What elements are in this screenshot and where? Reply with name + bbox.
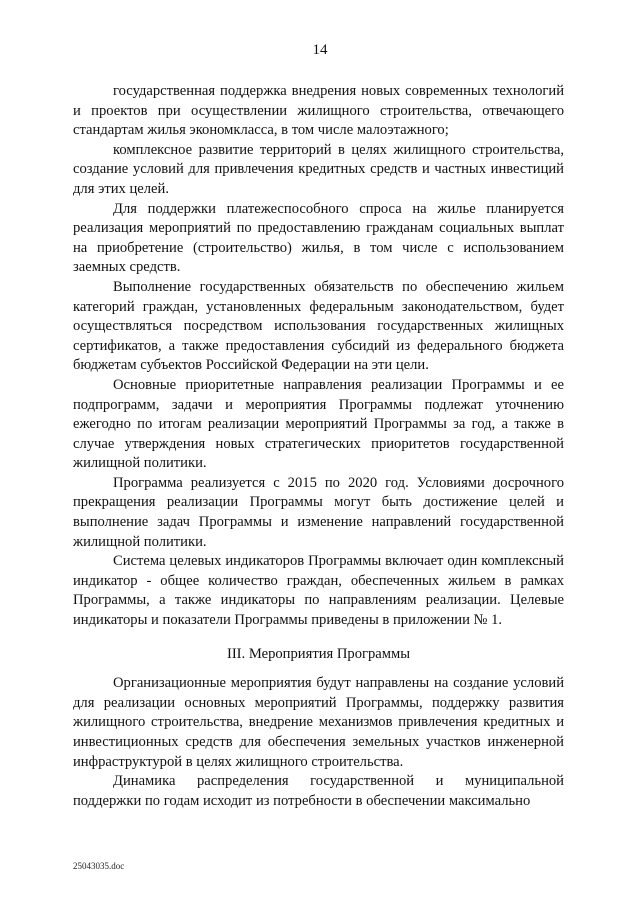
paragraph-7: Система целевых индикаторов Программы включает один комплексный индикатор - общее количество граждан, обеспеченных жильем в рамках Программы, а также индикаторы по направлениям реализации. Целевые индикаторы и показатели Программы приведены в приложении № 1. [73,553,564,629]
footer-filename: 25043035.doc [73,861,125,871]
section-paragraph-1: Организационные мероприятия будут направлены на создание условий для реализации основных мероприятий Программы, поддержку развития жилищного строительства, внедрение механизмов привлечения кредитных и инвестиционных средств для обеспечения земельных участков инженерной инфраструктурой в целях жилищного строительства. [73,675,564,770]
paragraph-1: государственная поддержка внедрения новых современных технологий и проектов при осуществлении жилищного строительства, отвечающего стандартам жилья экономкласса, в том числе малоэтажного; [73,83,564,139]
paragraph-4: Выполнение государственных обязательств по обеспечению жильем категорий граждан, установленных федеральным законодательством, будет осуществляться посредством использования государственных жилищных сертификатов, а также предоставления субсидий из федерального бюджета бюджетам субъектов Российской Федерации на эти цели. [73,278,564,374]
section-paragraph-2: Динамика распределения государственной и муниципальной поддержки по годам исходит из потребности в обеспечении максимально [73,773,564,809]
page-number: 14 [312,42,328,58]
paragraph-6: Программа реализуется с 2015 по 2020 год. Условиями досрочного прекращения реализации Программы могут быть достижение целей и выполнение задач Программы и изменение направлений государственной жилищной политики. [73,474,564,550]
document-body [73,82,564,811]
paragraph-3: Для поддержки платежеспособного спроса на жилье планируется реализация мероприятий по предоставлению гражданам социальных выплат на приобретение (строительство) жилья, в том числе с использованием заемных средств. [73,200,564,276]
section-heading: III. Мероприятия Программы [226,645,411,662]
paragraph-5: Основные приоритетные направления реализации Программы и ее подпрограмм, задачи и мероприятия Программы подлежат уточнению ежегодно по итогам реализации мероприятий Программы за год, а также в случае утверждения новых стратегических приоритетов государственной жилищной политики. [73,376,564,472]
paragraph-2: комплексное развитие территорий в целях жилищного строительства, создание условий для привлечения кредитных средств и частных инвестиций для этих целей. [73,141,564,197]
